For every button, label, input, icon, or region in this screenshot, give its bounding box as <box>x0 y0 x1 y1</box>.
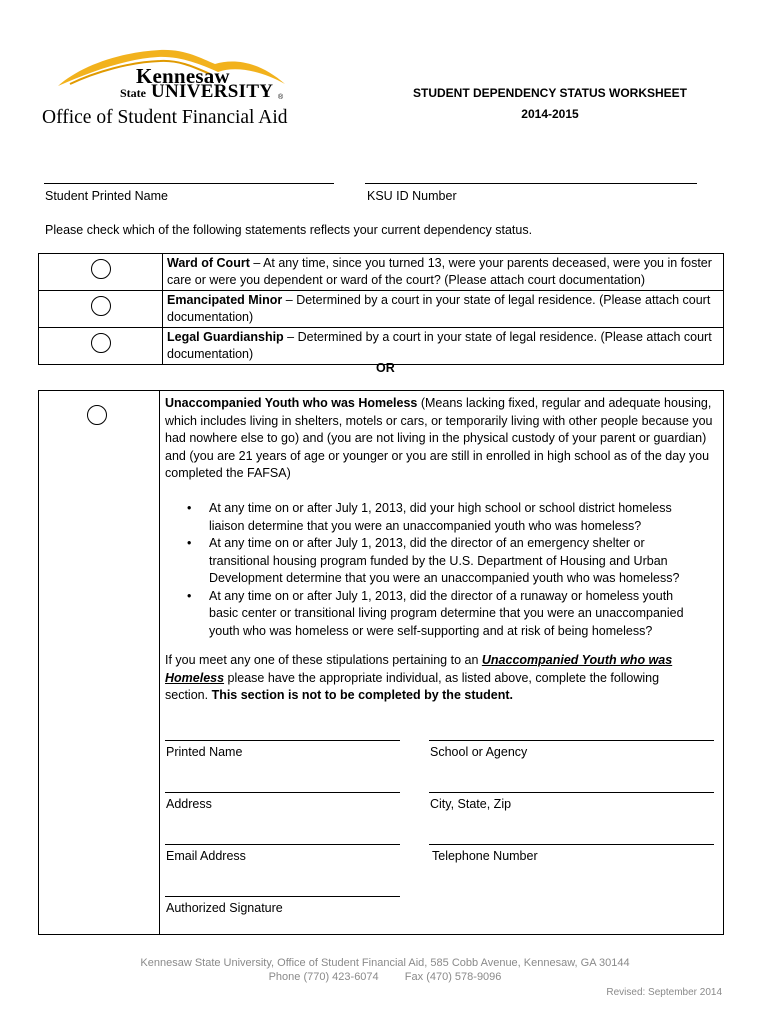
signature-label: Authorized Signature <box>166 901 283 915</box>
address-label: Address <box>166 797 212 811</box>
homeless-radio[interactable] <box>87 405 107 425</box>
footer-address: Kennesaw State University, Office of Student Financial Aid, 585 Cobb Avenue, Kennesaw, GA 30144 <box>140 957 630 969</box>
ksu-logo <box>40 44 300 106</box>
emancipated-text: – Determined by a court in your state of legal residence. (Please attach court documentation) <box>167 293 711 324</box>
printed-name-label: Printed Name <box>166 745 243 759</box>
homeless-bullets <box>165 500 705 640</box>
logo-state: State <box>120 86 146 100</box>
guardianship-text: – Determined by a court in your state of legal residence. (Please attach court documentation) <box>167 330 712 361</box>
printed-name-line[interactable] <box>165 740 400 741</box>
phone-line[interactable] <box>429 844 714 845</box>
form-year: 2014-2015 <box>521 107 579 121</box>
form-title: STUDENT DEPENDENCY STATUS WORKSHEET <box>412 86 688 100</box>
ksu-id-label: KSU ID Number <box>367 189 457 203</box>
logo-name: Kennesaw <box>136 64 230 88</box>
homeless-section <box>38 390 724 935</box>
office-name: Office of Student Financial Aid <box>42 107 288 128</box>
city-line[interactable] <box>429 792 714 793</box>
bullet-item: • At any time on or after July 1, 2013, did the director of an emergency shelter or transitional housing program funded by the U.S. Department of Housing and Urban Development determine that you were an unaccompanied youth who was homeless? <box>165 535 705 588</box>
bullet-item: • At any time on or after July 1, 2013, did your high school or school district homeless liaison determine that you were an unaccompanied youth who was homeless? <box>165 500 705 535</box>
instruction-text: Please check which of the following statements reflects your current dependency status. <box>45 223 533 237</box>
footer-fax: Fax (470) 578-9096 <box>404 971 502 983</box>
homeless-text: (Means lacking fixed, regular and adequate housing, which includes living in shelters, motels or cars, or temporarily living with other people because you had nowhere else to go) and (you are not living in the physical custody of your parent or guardian) and (you are 21 years of age or younger or you are still in enrolled in high school as of the day you completed the FAFSA) <box>165 396 713 480</box>
footer-contacts <box>0 970 770 984</box>
school-line[interactable] <box>429 740 714 741</box>
guardianship-title: Legal Guardianship <box>167 330 284 344</box>
stip-emphasis: Unaccompanied Youth who was Homeless <box>165 653 673 685</box>
bullet-item: • At any time on or after July 1, 2013, did the director of a runaway or homeless youth basic center or transitional living program determine that you were an unaccompanied youth who was homeless or were self-supporting and at risk of being homeless? <box>165 588 705 641</box>
emancipated-title: Emancipated Minor <box>167 293 283 307</box>
email-line[interactable] <box>165 844 400 845</box>
emancipated-radio[interactable] <box>91 296 111 316</box>
student-name-label: Student Printed Name <box>45 189 168 203</box>
status-options-table <box>38 253 724 365</box>
option-row-emancipated <box>39 291 724 328</box>
student-name-line[interactable] <box>44 183 334 184</box>
guardianship-radio[interactable] <box>91 333 111 353</box>
or-label: OR <box>376 361 395 375</box>
homeless-title: Unaccompanied Youth who was Homeless <box>165 396 418 410</box>
stip-bold: This section is not to be completed by the student. <box>211 688 513 702</box>
ksu-id-line[interactable] <box>365 183 697 184</box>
phone-label: Telephone Number <box>432 849 538 863</box>
ward-text: – At any time, since you turned 13, were your parents deceased, were you in foster care or were you dependent or ward of the court? (Please attach court documentation) <box>167 256 712 287</box>
footer-phone: Phone (770) 423-6074 <box>268 971 379 983</box>
revised-date: Revised: September 2014 <box>606 987 722 998</box>
logo-university: UNIVERSITY <box>151 81 274 102</box>
city-label: City, State, Zip <box>430 797 512 811</box>
school-label: School or Agency <box>430 745 528 759</box>
homeless-divider <box>159 391 160 934</box>
email-label: Email Address <box>166 849 246 863</box>
signature-line[interactable] <box>165 896 400 897</box>
option-row-ward <box>39 254 724 291</box>
ward-title: Ward of Court <box>167 256 250 270</box>
address-line[interactable] <box>165 792 400 793</box>
logo-reg-mark: ® <box>278 94 284 101</box>
ward-radio[interactable] <box>91 259 111 279</box>
stip-post: please have the appropriate individual, as listed above, complete the following section. <box>165 670 660 702</box>
homeless-description <box>165 395 713 483</box>
stipulation-text <box>165 652 705 705</box>
option-row-guardianship <box>39 328 724 365</box>
stip-pre: If you meet any one of these stipulations pertaining to an <box>165 653 482 667</box>
